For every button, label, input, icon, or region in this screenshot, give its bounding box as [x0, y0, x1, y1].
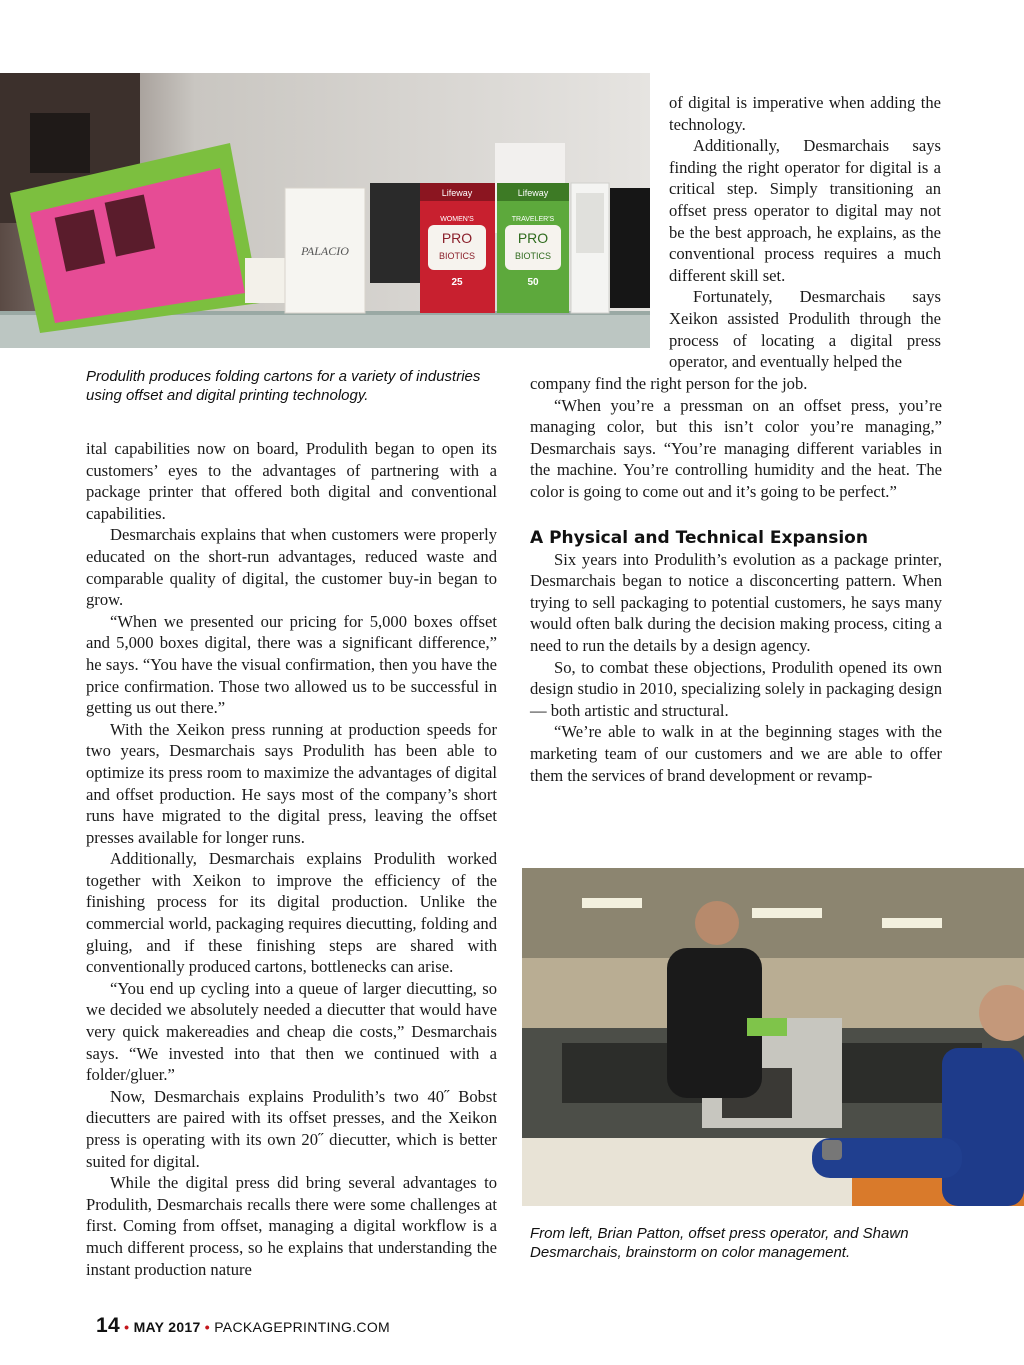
cartons-photo-caption: Produlith produces folding cartons for a variety of industries using offset and digital printing technology.	[86, 368, 481, 404]
carton-label-brand-2: Lifeway	[517, 188, 549, 198]
right-column-top	[669, 92, 941, 373]
carton-label-biotics-2: BIOTICS	[514, 251, 552, 261]
cartons-photo	[0, 73, 650, 348]
paragraph: Additionally, Desmarchais explains Produlith worked together with Xeikon to improve the efficiency of the finishing process for its digital production. Unlike the commercial world, packaging requires diecutting, folding and gluing, and if these finishing steps are shared with conventionally produced cartons, bottlenecks can arise.	[86, 849, 497, 977]
carton-label-biotics-1: BIOTICS	[438, 251, 476, 261]
press-room-photo	[522, 868, 1024, 1206]
cartons-illustration	[0, 73, 650, 348]
left-column	[86, 438, 497, 1280]
section-heading: A Physical and Technical Expansion	[530, 527, 868, 548]
paragraph: Desmarchais explains that when customers were properly educated on the short-run advantages, reduced waste and comparable quality of digital, the customer buy-in began to grow.	[86, 525, 497, 610]
footer-bullet: •	[124, 1319, 130, 1335]
carton-label-travelers: TRAVELER'S	[511, 216, 555, 223]
paragraph: With the Xeikon press running at production speeds for two years, Desmarchais says Produlith has been able to optimize its press room to maximize the advantages of digital and offset production. He says most of the company’s short runs have migrated to the digital press, leaving the offset presses available for longer runs.	[86, 719, 497, 847]
paragraph: “You end up cycling into a queue of larger diecutting, so we decided we absolutely needed a diecutter that would have very quick makereadies and cheap die costs,” Desmarchais says. “We invested into that then we continued with a folder/gluer.”	[86, 978, 497, 1085]
carton-label-women: WOMEN'S	[440, 216, 474, 223]
page-footer	[96, 1314, 390, 1338]
paragraph: Fortunately, Desmarchais says Xeikon assisted Produlith through the process of locating a digital press operator, and eventually helped the	[669, 287, 941, 372]
right-column-middle	[530, 373, 942, 786]
paragraph: Now, Desmarchais explains Produlith’s two 40˝ Bobst diecutters are paired with its offset presses, and the Xeikon press is operating with its own 20˝ diecutter, which is better suited for digital.	[86, 1086, 497, 1171]
paragraph: ital capabilities now on board, Produlith began to open its customers’ eyes to the advantages of partnering with a package printer that offered both digital and conventional capabilities.	[86, 439, 497, 523]
page-number: 14	[96, 1314, 120, 1337]
paragraph: So, to combat these objections, Produlith opened its own design studio in 2010, specializing solely in packaging design — both artistic and structural.	[530, 657, 942, 720]
carton-label-brand-1: Lifeway	[441, 188, 473, 198]
carton-label-palacio: PALACIO	[301, 244, 349, 258]
paragraph: While the digital press did bring several advantages to Produlith, Desmarchais recalls there were some challenges at first. Coming from offset, managing a digital workflow is a much different process, so he explains that understanding the instant production nature	[86, 1173, 497, 1279]
carton-label-pro-1: PRO	[441, 230, 473, 246]
paragraph: of digital is imperative when adding the technology.	[669, 93, 941, 134]
paragraph: “We’re able to walk in at the beginning stages with the marketing team of our customers and we are able to offer them the services of brand development or revamp-	[530, 722, 942, 785]
paragraph: company find the right person for the job.	[530, 374, 808, 393]
carton-label-pro-2: PRO	[517, 230, 549, 246]
footer-bullet: •	[204, 1319, 210, 1335]
paragraph: Six years into Produlith’s evolution as a package printer, Desmarchais began to notice a disconcerting pattern. When trying to sell packaging to potential customers, he says many would often balk during the decision making process, citing a need to run the details by a design agency.	[530, 549, 942, 655]
paragraph: “When you’re a pressman on an offset press, you’re managing color, but this isn’t color you’re managing,” Desmarchais says. “You’re managing different variables in the machine. You’re controlling humidity and the heat. The color is going to come out and it’s going to be perfect.”	[530, 395, 942, 501]
carton-label-count-2: 50	[527, 277, 539, 288]
press-room-photo-caption: From left, Brian Patton, offset press operator, and Shawn Desmarchais, brainstorm on color management.	[530, 1225, 909, 1261]
paragraph: Additionally, Desmarchais says finding the right operator for digital is a critical step. Simply transitioning an offset press operator to digital may not be the best approach, he explains, as the conventional process requires a much different skill set.	[669, 136, 941, 285]
paragraph: “When we presented our pricing for 5,000 boxes offset and 5,000 boxes digital, there was a significant difference,” he says. “You have the visual confirmation, then you have the price confirmation. Those two allowed us to be successful in getting us out there.”	[86, 611, 497, 718]
carton-label-count-1: 25	[451, 277, 463, 288]
press-room-illustration	[522, 868, 1024, 1206]
website: PACKAGEPRINTING.COM	[214, 1319, 390, 1335]
issue-date: MAY 2017	[133, 1319, 201, 1335]
